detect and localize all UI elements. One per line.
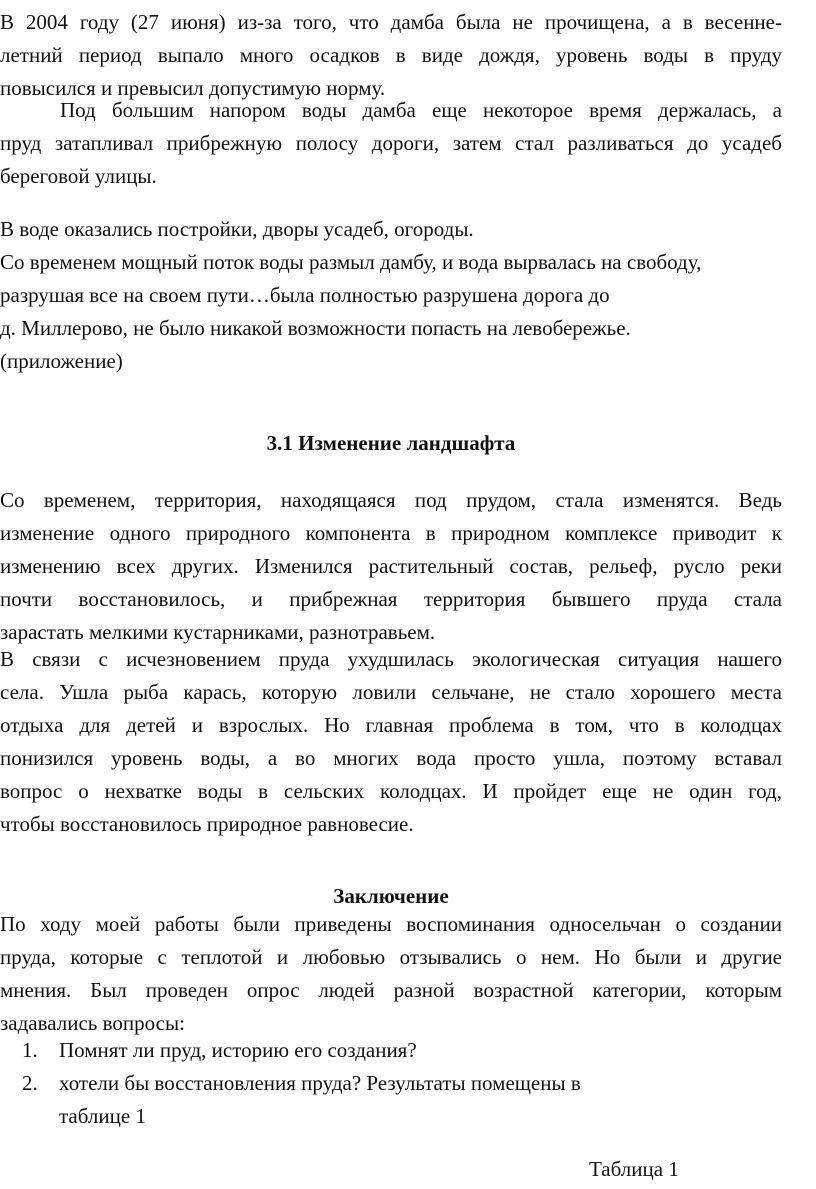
list-item-number: 2. — [22, 1071, 38, 1095]
text-line: пруда, которые с теплотой и любовью отзывались о нем. Но были и другие — [0, 945, 782, 969]
paragraph-dam-pressure — [0, 94, 782, 193]
text-line: В воде оказались постройки, дворы усадеб, огороды. — [0, 217, 474, 241]
section-heading-conclusion: Заключение — [333, 884, 449, 908]
text-line: изменению всех других. Изменился растительный состав, рельеф, русло реки — [0, 554, 782, 578]
paragraph-flood-2004 — [0, 6, 782, 105]
text-line: Со временем, территория, находящаяся под прудом, стала изменятся. Ведь — [0, 488, 782, 512]
text-line: понизился уровень воды, а во многих вода просто ушла, поэтому вставал — [0, 746, 782, 770]
list-item-text: таблице 1 — [59, 1104, 146, 1128]
text-line: вопрос о нехватке воды в сельских колодцах. И пройдет еще не один год, — [0, 779, 782, 803]
survey-questions-list — [22, 1034, 782, 1133]
table-caption: Таблица 1 — [589, 1157, 679, 1181]
text-line: села. Ушла рыба карась, которую ловили сельчане, не стало хорошего места — [0, 680, 782, 704]
text-line: В 2004 году (27 июня) из-за того, что дамба была не прочищена, а в весенне- — [0, 10, 782, 34]
text-line: пруд затапливал прибрежную полосу дороги, затем стал разливаться до усадеб — [0, 131, 782, 155]
paragraph-territory-change — [0, 484, 782, 649]
text-line: отдыха для детей и взрослых. Но главная проблема в том, что в колодцах — [0, 713, 782, 737]
text-line: задавались вопросы: — [0, 1011, 185, 1035]
text-line: По ходу моей работы были приведены воспоминания односельчан о создании — [0, 912, 782, 936]
text-line: почти восстановилось, и прибрежная территория бывшего пруда стала — [0, 587, 782, 611]
text-line: летний период выпало много осадков в виде дождя, уровень воды в пруду — [0, 43, 782, 67]
text-line: чтобы восстановилось природное равновесие. — [0, 812, 414, 836]
text-line: Под большим напором воды дамба еще некоторое время держалась, а — [60, 98, 782, 122]
list-item — [22, 1067, 782, 1133]
paragraph-flooded-buildings — [0, 213, 782, 378]
text-line: повысился и превысил допустимую норму. — [0, 76, 386, 100]
text-line: изменение одного природного компонента в природном комплексе приводит к — [0, 521, 782, 545]
text-line: разрушая все на своем пути…была полностью разрушена дорога до — [0, 283, 610, 307]
text-line: Со временем мощный поток воды размыл дамбу, и вода вырвалась на свободу, — [0, 250, 702, 274]
list-item-text: хотели бы восстановления пруда? Результаты помещены в — [59, 1071, 581, 1095]
paragraph-conclusion — [0, 908, 782, 1040]
text-line: мнения. Был проведен опрос людей разной возрастной категории, которым — [0, 978, 782, 1002]
text-line: д. Миллерово, не было никакой возможности попасть на левобережье. — [0, 316, 631, 340]
list-item — [22, 1034, 782, 1067]
text-line: зарастать мелкими кустарниками, разнотравьем. — [0, 620, 436, 644]
text-line: (приложение) — [0, 349, 123, 373]
paragraph-ecology — [0, 643, 782, 841]
text-line: береговой улицы. — [0, 164, 157, 188]
section-heading-landscape: 3.1 Изменение ландшафта — [266, 431, 516, 455]
text-line: В связи с исчезновением пруда ухудшилась экологическая ситуация нашего — [0, 647, 782, 671]
list-item-text: Помнят ли пруд, историю его создания? — [59, 1038, 417, 1062]
list-item-number: 1. — [22, 1038, 38, 1062]
